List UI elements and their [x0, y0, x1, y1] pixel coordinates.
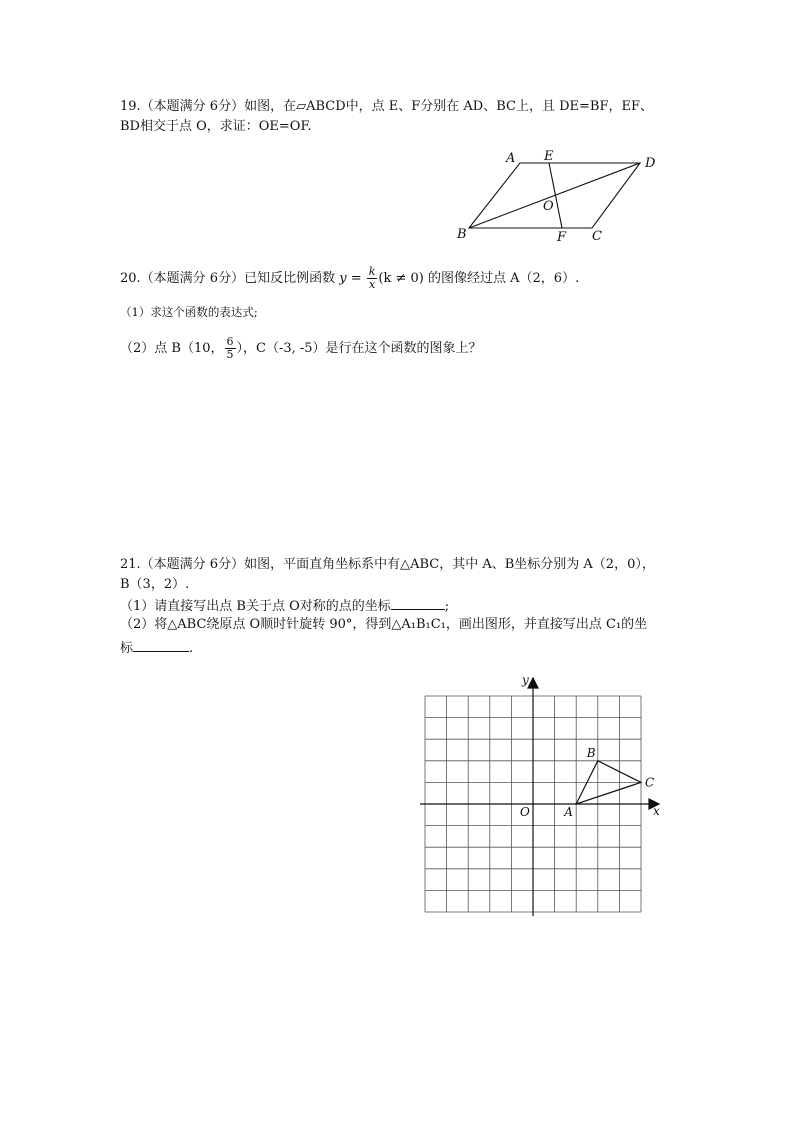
q20-func-lhs: y =: [339, 271, 362, 286]
q20-part2-b: ），C（-3, -5）是行在这个函数的图象上？: [236, 341, 482, 356]
q21-part-2: （2）将△ABC绕原点 O顺时针旋转 90°，得到△A₁B₁C₁，画出图形，并直接写出点 C₁的坐: [120, 617, 648, 632]
q19-line-2: BD相交于点 O，求证：OE=OF.: [120, 119, 312, 134]
label-d: D: [645, 156, 656, 171]
q21-part1-text: （1）请直接写出点 B关于点 O对称的点的坐标: [120, 599, 391, 614]
origin-label: O: [520, 805, 530, 819]
point-b-label: B: [586, 745, 596, 760]
parallelogram-figure: [452, 148, 672, 243]
q20-func-num: k: [368, 265, 376, 278]
q20-line-1: [120, 266, 579, 291]
q21-part-1: [120, 595, 449, 617]
q20-func-cond: (k ≠ 0): [378, 271, 424, 286]
q20-tail: 的图像经过点 A（2，6）.: [428, 271, 580, 286]
q20-part-2: [120, 336, 482, 361]
y-axis-arrow: [528, 678, 538, 688]
q20-part-1: （1）求这个函数的表达式;: [120, 305, 258, 319]
q20-part2-den: 5: [226, 348, 234, 361]
label-c: C: [592, 229, 602, 243]
point-a-label: A: [564, 805, 573, 819]
segment-ef: [549, 163, 562, 228]
q20-part2-fraction: [225, 336, 236, 361]
y-axis-label: y: [522, 673, 529, 687]
q19-line-1: 19.（本题满分 6分）如图，在▱ABCD中，点 E、F分别在 AD、BC上，且 DE=BF，EF、: [120, 99, 653, 114]
q21-line-1: 21.（本题满分 6分）如图，平面直角坐标系中有△ABC，其中 A、B坐标分别为 A（2，0），: [120, 557, 655, 572]
x-axis-label: x: [653, 804, 660, 818]
q20-part2-a: （2）点 B（10，: [120, 341, 224, 356]
q21-part2-end: .: [189, 641, 194, 656]
q20-part2-num: 6: [226, 335, 234, 348]
axes: [420, 678, 659, 916]
label-b: B: [457, 227, 467, 242]
label-e: E: [544, 149, 554, 164]
q20-lead: 20.（本题满分 6分）已知反比例函数: [120, 271, 336, 286]
point-c-label: C: [645, 775, 655, 790]
q20-func-fraction: [367, 266, 378, 291]
q20-func-den: x: [368, 278, 376, 291]
label-f: F: [557, 230, 567, 243]
q21-part-2-line-2: [120, 637, 193, 659]
q21-line-2: B（3，2）.: [120, 577, 190, 592]
q21-part2-line2: 标: [120, 641, 134, 656]
q21-part1-end: ;: [444, 599, 450, 614]
label-o: O: [543, 199, 554, 214]
q21-part2-blank[interactable]: [133, 637, 189, 652]
q21-part1-blank[interactable]: [391, 595, 445, 610]
label-a: A: [506, 151, 516, 166]
coordinate-grid-figure: [415, 672, 670, 922]
